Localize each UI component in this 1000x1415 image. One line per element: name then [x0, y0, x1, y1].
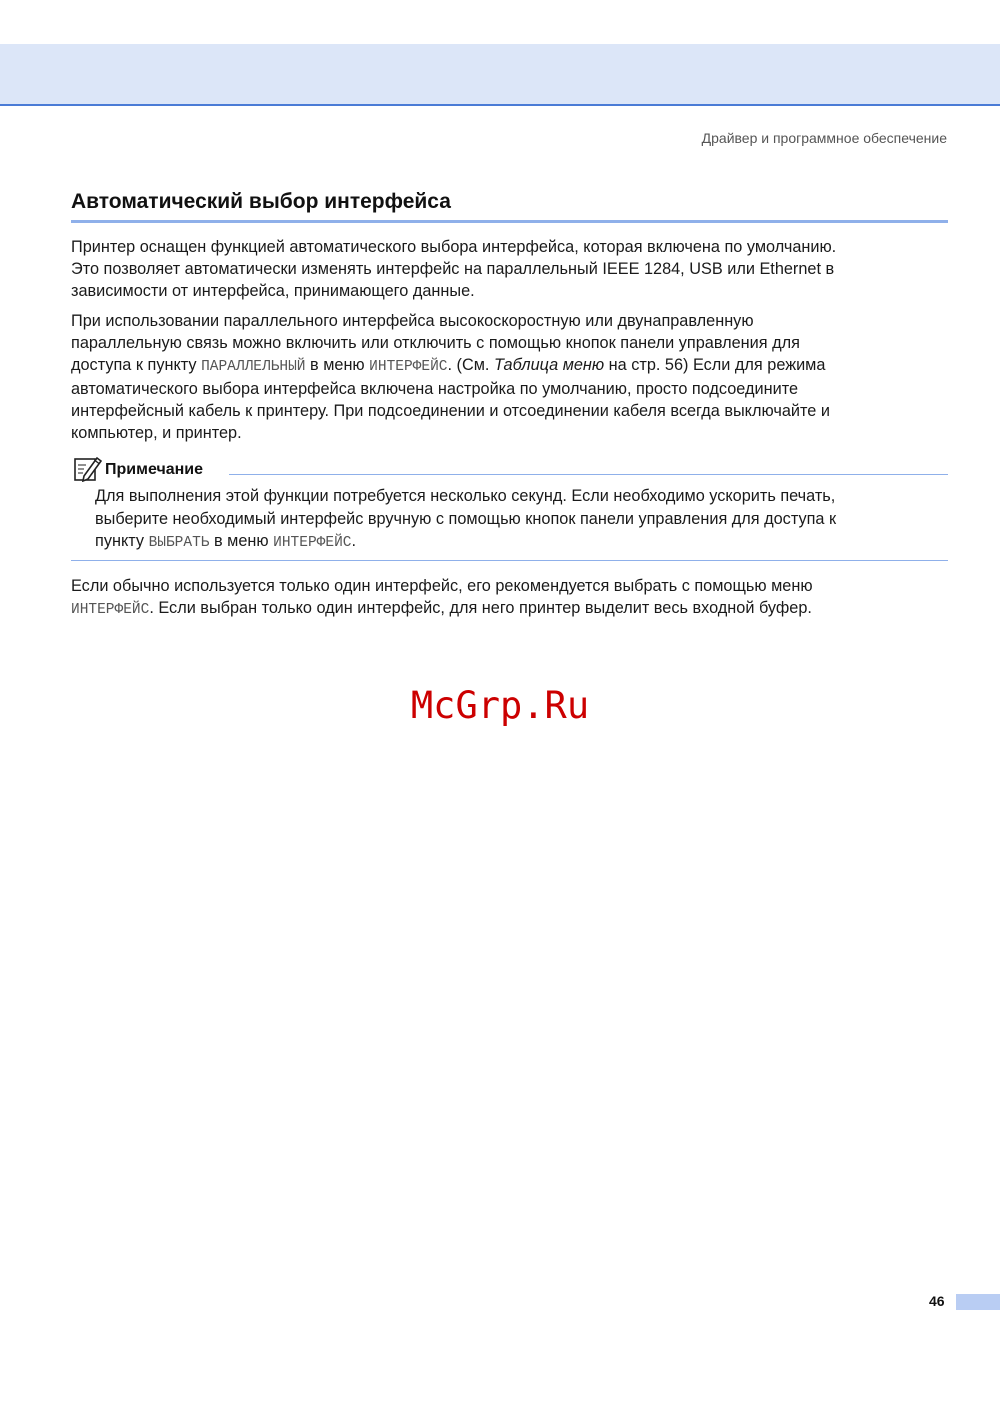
paragraph-intro: [71, 236, 951, 302]
paragraph-parallel-line-1: При использовании параллельного интерфейса высокоскоростную или двунаправленную: [71, 312, 754, 330]
paragraph-single-line-1: Если обычно используется только один интерфейс, его рекомендуется выбрать с помощью меню: [71, 577, 813, 595]
note-line-3-mid: в меню: [209, 532, 274, 550]
paragraph-intro-line-2: Это позволяет автоматически изменять интерфейс на параллельный IEEE 1284, USB или Ethernet в: [71, 260, 835, 278]
page-number: 46: [929, 1293, 945, 1309]
paragraph-parallel: [71, 310, 951, 444]
note-body: [95, 485, 955, 555]
paragraph-parallel-line-3-see: . (См.: [447, 356, 494, 374]
note-rule-bottom: [71, 560, 948, 561]
menu-item-select: ВЫБРАТЬ: [148, 535, 210, 551]
paragraph-parallel-line-3-end: на стр. 56) Если для режима: [604, 356, 826, 374]
paragraph-parallel-line-5: интерфейсный кабель к принтеру. При подсоединении и отсоединении кабеля всегда выключайте и: [71, 402, 830, 420]
paragraph-parallel-line-6: компьютер, и принтер.: [71, 424, 242, 442]
paragraph-parallel-line-3-mid: в меню: [305, 356, 370, 374]
title-underline: [71, 220, 948, 223]
note-rule-top: [229, 474, 948, 475]
header-band: [0, 44, 1000, 106]
menu-item-parallel: ПАРАЛЛЕЛЬНЫЙ: [201, 359, 306, 375]
paragraph-parallel-line-4: автоматического выбора интерфейса включена настройка по умолчанию, просто подсоедините: [71, 380, 799, 398]
note-pencil-icon: [73, 454, 103, 482]
note-line-2: выберите необходимый интерфейс вручную с помощью кнопок панели управления для доступа к: [95, 509, 837, 528]
note-menu-interface: ИНТЕРФЕЙС: [273, 535, 352, 551]
note-line-3-end: .: [351, 532, 357, 550]
watermark: McGrp.Ru: [410, 684, 590, 727]
paragraph-parallel-line-3-start: доступа к пункту: [71, 356, 202, 374]
page-tab: [956, 1294, 1000, 1310]
note-line-1: Для выполнения этой функции потребуется несколько секунд. Если необходимо ускорить печать,: [95, 487, 836, 505]
menu-interface: ИНТЕРФЕЙС: [369, 359, 448, 375]
paragraph-single-line-2: . Если выбран только один интерфейс, для него принтер выделит весь входной буфер.: [149, 599, 812, 617]
paragraph-intro-line-3: зависимости от интерфейса, принимающего данные.: [71, 282, 475, 300]
section-title: Автоматический выбор интерфейса: [71, 190, 451, 213]
note-title: Примечание: [105, 461, 204, 478]
note-line-3-start: пункту: [95, 532, 149, 550]
single-menu-interface: ИНТЕРФЕЙС: [71, 602, 150, 618]
menu-table-reference: Таблица меню: [493, 356, 605, 374]
paragraph-parallel-line-2: параллельную связь можно включить или отключить с помощью кнопок панели управления для: [71, 334, 800, 352]
paragraph-single-interface: [71, 575, 951, 621]
paragraph-intro-line-1: Принтер оснащен функцией автоматического выбора интерфейса, которая включена по умолчанию.: [71, 238, 837, 256]
running-header: Драйвер и программное обеспечение: [701, 130, 947, 146]
